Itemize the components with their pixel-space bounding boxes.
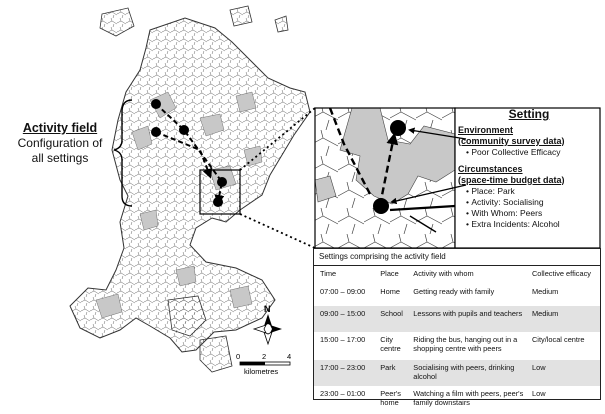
header-time: Time bbox=[320, 269, 337, 278]
table-header-row bbox=[314, 266, 600, 284]
cell-activity: Socialising with peers, drinking alcohol bbox=[413, 363, 515, 381]
zoom-inset bbox=[315, 108, 455, 248]
cell-place: School bbox=[380, 309, 403, 318]
setting-point-home bbox=[151, 99, 161, 109]
circumstances-heading: Circumstances bbox=[458, 164, 523, 174]
cell-place: Peer's home bbox=[380, 389, 401, 407]
cell-activity: Watching a film with peers, peer's family downstairs bbox=[413, 389, 524, 407]
settings-table bbox=[313, 248, 601, 407]
environment-item: • Poor Collective Efficacy bbox=[466, 147, 600, 158]
north-label: N bbox=[264, 304, 271, 314]
circumstances-item: • Activity: Socialising bbox=[466, 197, 600, 208]
header-place: Place bbox=[380, 269, 399, 278]
cell-time: 07:00 – 09:00 bbox=[320, 287, 366, 296]
circumstances-item: • Place: Park bbox=[466, 186, 600, 197]
header-efficacy: Collective efficacy bbox=[531, 269, 591, 278]
table-row bbox=[314, 332, 600, 360]
cell-efficacy: Low bbox=[531, 363, 546, 372]
activity-field-line2: all settings bbox=[31, 151, 89, 165]
circumstances-source: (space-time budget data) bbox=[458, 174, 565, 185]
activity-field-title: Activity field bbox=[22, 121, 98, 135]
cell-time: 17:00 – 23:00 bbox=[320, 363, 366, 372]
scale-tick-0: 0 bbox=[236, 352, 241, 361]
scale-tick-4: 4 bbox=[287, 352, 292, 361]
activity-field-label bbox=[4, 121, 116, 166]
table-row bbox=[314, 360, 600, 386]
header-activity: Activity with whom bbox=[413, 269, 474, 278]
setting-title: Setting bbox=[508, 107, 550, 121]
cell-efficacy: Medium bbox=[531, 309, 559, 318]
zoom-point-park bbox=[373, 198, 389, 214]
scale-bar bbox=[236, 352, 291, 376]
cell-activity: Getting ready with family bbox=[413, 287, 495, 296]
cell-efficacy: Medium bbox=[531, 287, 559, 296]
activity-field-line1: Configuration of bbox=[17, 136, 103, 150]
setting-point-park bbox=[217, 177, 227, 187]
cell-place: City centre bbox=[380, 335, 401, 353]
environment-heading: Environment bbox=[458, 125, 514, 135]
cell-place: Home bbox=[380, 287, 400, 296]
environment-source: (community survey data) bbox=[458, 135, 565, 146]
cell-activity: Riding the bus, hanging out in a shopping centre with peers bbox=[413, 335, 518, 353]
setting-point-city-centre bbox=[179, 125, 189, 135]
setting-panel bbox=[458, 108, 600, 246]
setting-point-school bbox=[151, 127, 161, 137]
zoom-point-destination bbox=[390, 120, 406, 136]
circumstances-item: • Extra Incidents: Alcohol bbox=[466, 219, 600, 230]
cell-efficacy: Low bbox=[531, 389, 546, 398]
cell-place: Park bbox=[380, 363, 396, 372]
table-row bbox=[314, 386, 600, 414]
table-title: Settings comprising the activity field bbox=[314, 249, 600, 266]
cell-activity: Lessons with pupils and teachers bbox=[413, 309, 523, 318]
setting-point-peer-home bbox=[213, 197, 223, 207]
cell-efficacy: City/local centre bbox=[531, 335, 585, 344]
table-row bbox=[314, 284, 600, 306]
cell-time: 15:00 – 17:00 bbox=[320, 335, 366, 344]
circumstances-item: • With Whom: Peers bbox=[466, 208, 600, 219]
environment-list bbox=[458, 147, 600, 158]
table-row bbox=[314, 306, 600, 332]
cell-time: 23:00 – 01:00 bbox=[320, 389, 366, 398]
scale-unit: kilometres bbox=[244, 367, 279, 376]
scale-tick-2: 2 bbox=[262, 352, 267, 361]
cell-time: 09:00 – 15:00 bbox=[320, 309, 366, 318]
circumstances-list bbox=[458, 186, 600, 230]
